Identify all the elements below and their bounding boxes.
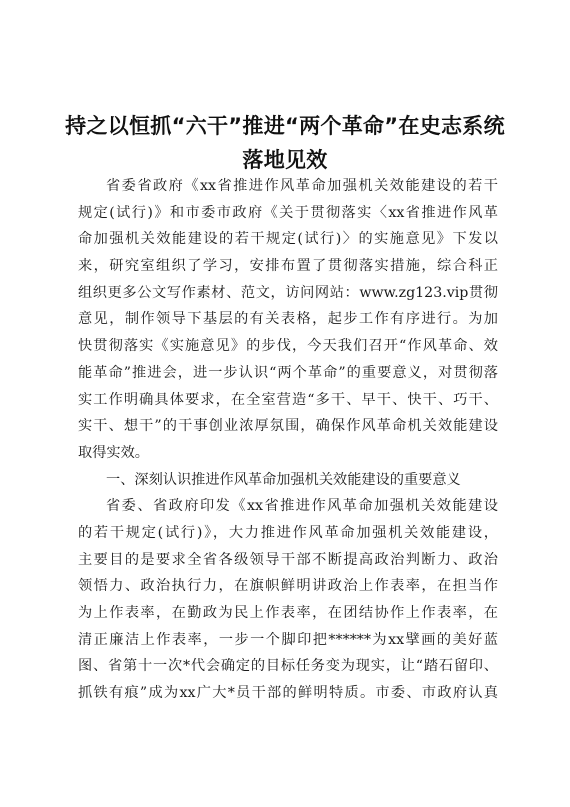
body-line: 命加强机关效能建设的若干规定(试行)〉的实施意见》下发以 xyxy=(78,231,498,248)
body-line: 省委、省政府印发《xx省推进作风革命加强机关效能建设 xyxy=(106,498,498,515)
body-line: 快贯彻落实《实施意见》的步伐，今天我们召开“作风革命、效 xyxy=(78,338,498,355)
body-line: 取得实效。 xyxy=(78,444,149,461)
body-line: 实工作明确具体要求，在全室营造“多干、早干、快干、巧干、 xyxy=(78,391,498,408)
body-line: 领悟力、政治执行力，在旗帜鲜明讲政治上作表率，在担当作 xyxy=(78,578,498,595)
body-line: 为上作表率，在勤政为民上作表率，在团结协作上作表率，在 xyxy=(78,605,498,621)
body-line: 意见，制作领导下基层的有关表格，起步工作有序进行。为加 xyxy=(78,311,498,328)
body-line: 的若干规定(试行)》，大力推进作风革命加强机关效能建设， xyxy=(78,524,498,541)
body-line: 抓铁有痕”成为xx广大*员干部的鲜明特质。市委、市政府认真 xyxy=(78,685,498,702)
document-title-line-2: 落地见效 xyxy=(242,148,328,172)
body-line: 清正廉洁上作表率，一步一个脚印把******为xx擘画的美好蓝 xyxy=(78,631,498,648)
body-line: 省委省政府《xx省推进作风革命加强机关效能建设的若干 xyxy=(106,178,498,194)
document-title-line-1: 持之以恒抓“六干”推进“两个革命”在史志系统 xyxy=(65,114,505,138)
body-line: 图、省第十一次*代会确定的目标任务变为现实，让“踏石留印、 xyxy=(78,658,498,675)
body-line: 规定(试行)》和市委市政府《关于贯彻落实〈xx省推进作风革 xyxy=(78,204,498,221)
document-body xyxy=(78,173,498,707)
body-line: 来，研究室组织了学习，安排布置了贯彻落实措施，综合科正 xyxy=(78,258,498,275)
body-line: 组织更多公文写作素材、范文，访问网站：www.zg123.vip贯彻 xyxy=(78,284,498,301)
body-line: 实干、想干”的干事创业浓厚氛围，确保作风革命机关效能建设 xyxy=(78,418,498,435)
section-heading: 一、深刻认识推进作风革命加强机关效能建设的重要意义 xyxy=(106,471,461,488)
body-line: 主要目的是要求全省各级领导干部不断提高政治判断力、政治 xyxy=(78,551,498,568)
body-line: 能革命”推进会，进一步认识“两个革命”的重要意义，对贯彻落 xyxy=(78,364,498,381)
